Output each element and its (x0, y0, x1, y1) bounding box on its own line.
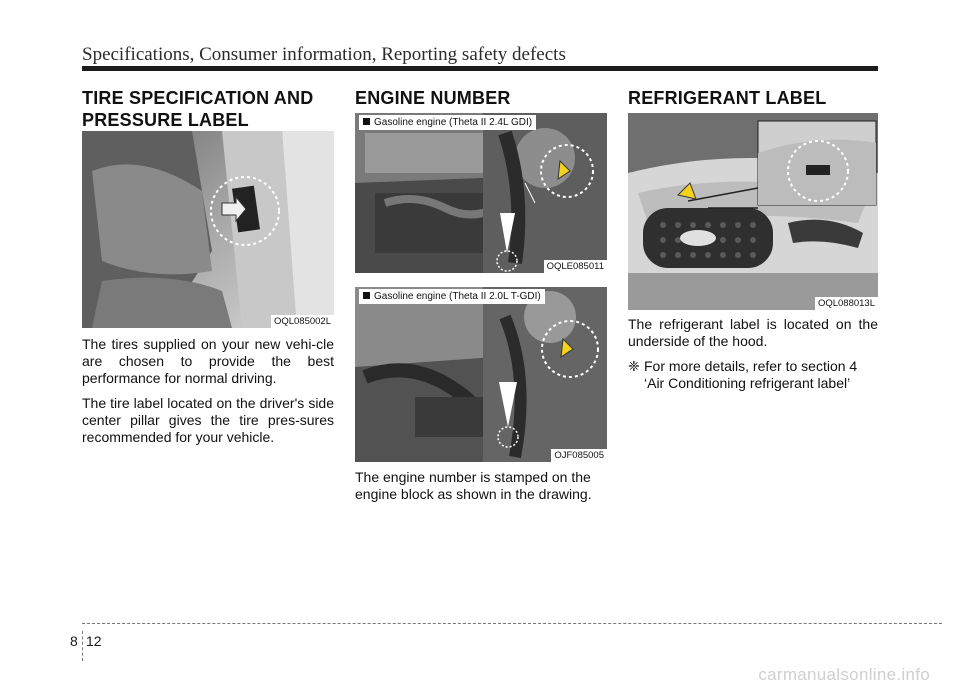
header-rule (82, 66, 878, 71)
tire-body-text (82, 336, 334, 454)
engine-section-title: ENGINE NUMBER (355, 88, 511, 108)
refrigerant-note (628, 358, 878, 392)
door-pillar-photo (82, 131, 334, 328)
engine-label-20l: Gasoline engine (Theta II 2.0L T-GDI) (359, 289, 545, 304)
footer-rule (82, 623, 942, 624)
refrigerant-body-text (628, 316, 878, 392)
refrigerant-section-title: REFRIGERANT LABEL (628, 88, 827, 108)
engine-photo-24l (355, 113, 607, 273)
tire-paragraph-1: The tires supplied on your new vehi-cle are chosen to provide the best performance for normal driving. (82, 336, 334, 386)
tire-paragraph-2: The tire label located on the driver's side center pillar gives the tire pres-sures recommended for your vehicle. (82, 395, 334, 445)
tire-section-title (82, 87, 313, 131)
bullet-square-icon (363, 118, 370, 125)
page-number: 12 (86, 633, 102, 649)
bullet-square-icon (363, 292, 370, 299)
tire-title-line2: PRESSURE LABEL (82, 110, 249, 130)
note-mark-icon: ❈ (628, 358, 640, 374)
tire-image-code: OQL085002L (271, 315, 334, 328)
header-title: Specifications, Consumer information, Reporting safety defects (82, 44, 566, 65)
chapter-number: 8 (70, 633, 78, 649)
refrigerant-paragraph: The refrigerant label is located on the underside of the hood. (628, 316, 878, 349)
page-separator (82, 631, 83, 661)
refrigerant-note-text: For more details, refer to section 4 ‘Air Conditioning refrigerant label’ (644, 358, 858, 391)
engine-image-code-20l: OJF085005 (551, 449, 607, 462)
engine-photo-20l (355, 287, 607, 462)
car-front-photo (628, 113, 878, 310)
engine-body-text: The engine number is stamped on the engine block as shown in the drawing. (355, 469, 592, 502)
watermark: carmanualsonline.info (758, 665, 930, 684)
engine-label-24l: Gasoline engine (Theta II 2.4L GDI) (359, 115, 536, 130)
refrigerant-image-code: OQL088013L (815, 297, 878, 310)
engine-image-code-24l: OQLE085011 (544, 260, 607, 273)
tire-title-line1: TIRE SPECIFICATION AND (82, 88, 314, 108)
